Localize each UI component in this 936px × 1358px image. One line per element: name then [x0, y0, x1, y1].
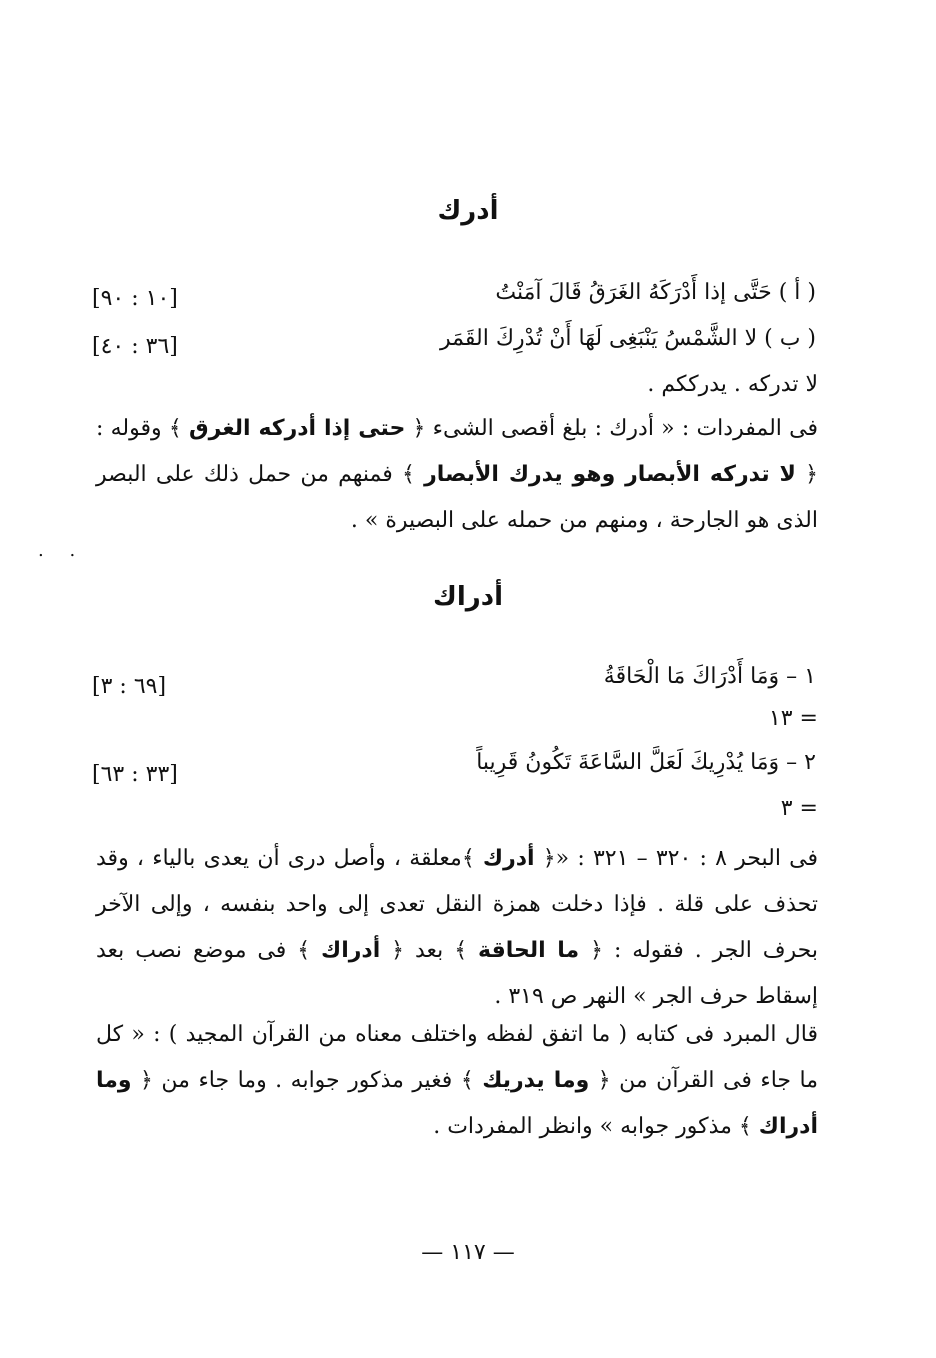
item-2-count: = ٣: [780, 796, 818, 821]
verse-b: ( ب ) لا الشَّمْسُ يَنْبَغِى لَهَا أَنْ تُدْرِكَ القَمَر: [440, 326, 816, 351]
section-title-adraka: أدرك: [437, 196, 499, 226]
item-1-reference: [٦٩ : ٣]: [92, 674, 167, 699]
item-2-verse: ٢ – وَمَا يُدْرِيكَ لَعَلَّ السَّاعَةَ تَكُونُ قَرِيباً: [476, 750, 816, 775]
item-1-count: = ١٣: [768, 706, 818, 731]
item-2-reference: [٣٣ : ٦٣]: [92, 762, 178, 787]
mubarrad-paragraph: قال المبرد فى كتابه ( ما اتفق لفظه واختلف معناه من القرآن المجيد ) : « كل ما جاء فى القرآن من ﴿ وما يدريك ﴾ فغير مذكور جوابه . وما جاء من ﴿ وما أدراك ﴾ مذكور جوابه » وانظر المفردات .: [96, 1022, 818, 1139]
item-1-verse: ١ – وَمَا أَدْرَاكَ مَا الْحَاقَةُ: [603, 664, 816, 689]
related-forms-note: لا تدركه . يدرككم .: [647, 372, 818, 397]
page-number: — ١١٧ —: [421, 1240, 515, 1265]
section-title-adraak: أدراك: [433, 582, 503, 612]
bahr-paragraph: فى البحر ٨ : ٣٢٠ – ٣٢١ : «﴿ أدرك ﴾معلقة ، وأصل درى أن يعدى بالياء ، وقد تحذف على قلة . فإذا دخلت همزة النقل تعدى إلى واحد بنفسه ، وإلى الآخر بحرف الجر . فقوله : ﴿ ما الحاقة ﴾ بعد ﴿ أدراك ﴾ فى موضع نصب بعد إسقاط حرف الجر » النهر ص ٣١٩ .: [96, 846, 818, 1009]
verse-a-reference: [١٠ : ٩٠]: [92, 286, 178, 311]
verse-b-reference: [٣٦ : ٤٠]: [92, 334, 178, 359]
mufradat-paragraph: فى المفردات : « أدرك : بلغ أقصى الشىء ﴿ حتى إذا أدركه الغرق ﴾ وقوله : ﴿ لا تدركه الأبصار وهو يدرك الأبصار ﴾ فمنهم من حمل ذلك على البصر الذى هو الجارحة ، ومنهم من حمله على البصيرة » .: [96, 416, 818, 533]
verse-a: ( أ ) حَتَّى إذا أَدْرَكَهُ الغَرَقُ قَالَ آمَنْتُ: [495, 280, 816, 305]
margin-marks: . .: [38, 540, 86, 561]
